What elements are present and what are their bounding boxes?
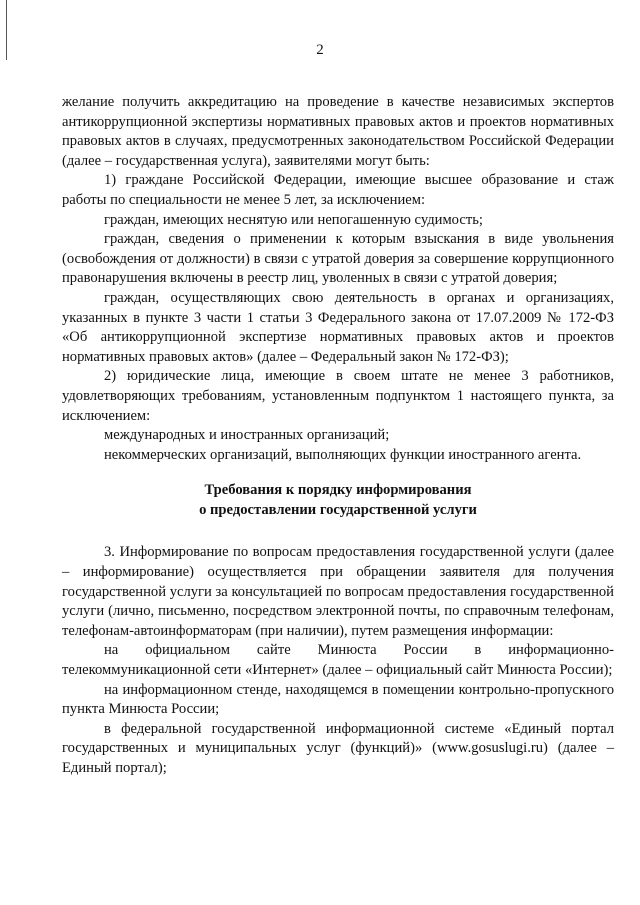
paragraph-unified-portal: в федеральной государственной информационной системе «Единый портал государственных и муниципальных услуг (функций)» (www.gosuslugi.ru) (далее – Единый портал);	[62, 720, 614, 776]
paragraph-official-site: на официальном сайте Минюста России в информационно-телекоммуникационной сети «Интернет» (далее – официальный сайт Минюста России);	[62, 642, 614, 679]
paragraph-item-2-legal-entities: 2) юридические лица, имеющие в своем штате не менее 3 работников, удовлетворяющих требованиям, установленным подпунктом 1 настоящего пункта, за исключением:	[62, 368, 614, 424]
paragraph-exception-organizations: граждан, осуществляющих свою деятельность в органах и организациях, указанных в пункте 3 части 1 статьи 3 Федерального закона от 17.07.2009 № 172-ФЗ «Об антикоррупционной экспертизе нормативных правовых актов и проектов нормативных правовых актов» (далее – Федеральный закон № 172-ФЗ);	[62, 289, 614, 365]
paragraph-exception-dismissal: граждан, сведения о применении к которым взыскания в виде увольнения (освобождения от должности) в связи с утратой доверия за совершение коррупционного правонарушения включены в реестр лиц, уволенных в связи с утратой доверия;	[62, 231, 614, 287]
paragraph-exception-international: международных и иностранных организаций;	[104, 427, 390, 444]
paragraph-exception-conviction: граждан, имеющих неснятую или непогашенную судимость;	[104, 211, 483, 228]
paragraph-item-3-informing: 3. Информирование по вопросам предоставления государственной услуги (далее – информирование) осуществляется при обращении заявителя для получения государственной услуги за консультацией по вопросам предоставления государственной услуги (лично, письменно, посредством электронной почты, по справочным телефонам, телефонам-автоинформаторам (при наличии), путем размещения информации:	[62, 544, 614, 639]
paragraph-info-stand: на информационном стенде, находящемся в помещении контрольно-пропускного пункта Минюста России;	[62, 681, 614, 718]
page-number: 2	[316, 42, 324, 58]
paragraph-exception-foreign-agent: некоммерческих организаций, выполняющих функции иностранного агента.	[104, 446, 582, 463]
section-heading-line-2: о предоставлении государственной услуги	[199, 501, 477, 518]
paragraph-item-1-citizens: 1) граждане Российской Федерации, имеющие высшее образование и стаж работы по специальности не менее 5 лет, за исключением:	[62, 172, 614, 208]
paragraph-intro-continuation: желание получить аккредитацию на проведение в качестве независимых экспертов антикоррупционной экспертизы нормативных правовых актов и проектов нормативных правовых актов в случаях, предусмотренных законодательством Российской Федерации (далее – государственная услуга), заявителями могут быть:	[62, 94, 614, 169]
document-body	[62, 93, 614, 779]
section-heading-line-1: Требования к порядку информирования	[204, 482, 472, 499]
